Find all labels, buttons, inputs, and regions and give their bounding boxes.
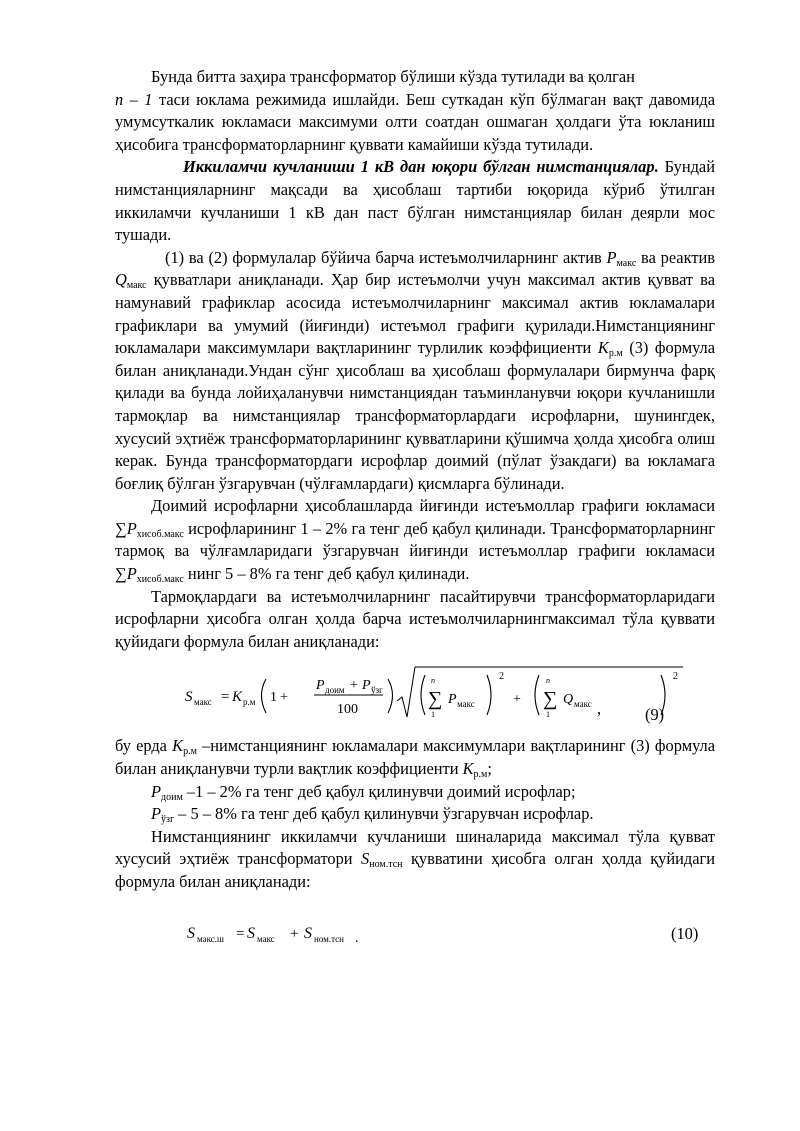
symbol-q: Q — [115, 270, 127, 290]
formula-9-comma: , — [597, 699, 602, 719]
svg-text:1: 1 — [270, 690, 277, 706]
svg-text:K: K — [232, 689, 243, 706]
text: Бунда битта заҳира трансформатор бўлиши кўзда тутилади ва қолган — [151, 67, 635, 86]
formula-9-number: (9) — [645, 705, 665, 725]
paragraph-substation-heading — [115, 156, 715, 246]
svg-text:+: + — [290, 925, 299, 942]
paragraph-p-uzg: $P_{ўзг} - 5 - 8\%$ га тенг деб қабул қилинувчи ўзгарувчан исрофлар. — [151, 804, 594, 826]
sum-symbol: ∑ — [115, 564, 127, 584]
text: таси юклама режимида ишлайди. Беш суткадан кўп бўлмаган вақт давомида умумсуткалик юкламаси максимуми олти соатдан ошмаган ҳолдаги ўта юкланиш ҳисобига трансформаторларнинг қуввати камайиши кўзда тутилади. — [115, 89, 716, 154]
svg-text:P: P — [316, 678, 325, 694]
section-heading: Иккиламчи кучланиши 1 кВ дан юқори бўлган нимстанциялар. — [183, 157, 659, 177]
svg-text:n: n — [431, 676, 435, 686]
svg-text:S: S — [185, 689, 193, 706]
svg-text:Q: Q — [563, 692, 574, 708]
paragraph-reserve-transformer — [115, 66, 715, 156]
svg-text:макс: макс — [194, 697, 212, 708]
svg-text:2: 2 — [673, 671, 678, 683]
paragraph-where: бу ерда $K_{р.м}$ –нимстанциянинг юкламалари максимумлари вақтларининг (3) формула билан аниқланувчи турли вақтлик коэффициенти $K_{р.м}$; — [115, 736, 715, 781]
sum-symbol: ∑ — [115, 518, 127, 538]
symbol-p: P — [606, 247, 617, 267]
svg-text:S: S — [187, 924, 195, 942]
svg-text:ном.тсн: ном.тсн — [314, 933, 344, 944]
svg-text:доим: доим — [325, 685, 345, 696]
svg-text:макс: макс — [457, 699, 475, 710]
svg-text:P: P — [362, 678, 371, 694]
formula-10-graphic — [115, 896, 715, 958]
svg-text:∑: ∑ — [428, 688, 443, 711]
svg-text:S: S — [304, 924, 312, 942]
svg-text:=: = — [236, 925, 245, 942]
paragraph-p-doim: $P_{доим}$ –1 – 2% га тенг деб қабул қилинувчи доимий исрофлар; — [151, 781, 576, 803]
svg-text:∑: ∑ — [543, 688, 558, 711]
svg-text:.: . — [355, 930, 359, 946]
svg-text:1: 1 — [431, 710, 435, 720]
svg-text:макс.ш: макс.ш — [197, 933, 224, 944]
svg-text:100: 100 — [337, 702, 358, 718]
paragraph-active-power: (1) ва (2) формулалар бўйича барча истеъмолчиларнинг актив $P_{макс}$ ва реактив $Q_{макс}$ қувватлари аниқланади. Ҳар бир истеъмолчи учун максимал актив қувват ва намунавий графиклар асосида истеъмолчиларнинг максимал актив юкламалари графиклари ва умумий (йиғинди) истеъмол графиги қурилади.Нимстанциянинг юкламалари максимумлари вақтларининг турлилик коэффициенти $K_{р.м}$ (3) формула билан аниқланади.Ундан сўнг ҳисоблаш ва ҳисоблаш формулалари бирмунча фарқ қилади ва бунда лойиҳаланувчи нимстанциядан таъминланувчи юқори кучланишли тармоқлар ва нимстанциялар трансформаторлардаги исрофларни, шунингдек, хусусий эҳтиёж трансформаторларининг қувватларини қўшимча ҳолда ҳисобга олиш керак. Бунда трансформатордаги исрофлар доимий (пўлат ўзакдаги) ва юкламага боғлиқ бўлган ўзгарувчан (чўлғамлардаги) қисмларга бўлинади. — [115, 247, 715, 493]
svg-text:P: P — [448, 692, 457, 708]
svg-text:макс: макс — [574, 699, 592, 710]
svg-text:2: 2 — [499, 671, 504, 683]
text: Бундай нимстанцияларнинг мақсади ва ҳисоблаш тартиби юқорида кўриб ўтилган иккиламчи кучланиши 1 кВ дан паст бўлган нимстанциялар билан деярли мос тушади. — [115, 157, 715, 245]
left-paren — [262, 679, 267, 713]
svg-text:+: + — [513, 692, 521, 708]
svg-text:ўзг: ўзг — [371, 685, 383, 696]
svg-text:+: + — [350, 678, 358, 694]
formula-10-number: (10) — [671, 923, 699, 943]
svg-text:+: + — [280, 690, 288, 706]
svg-text:1: 1 — [546, 710, 550, 720]
svg-text:р.м: р.м — [243, 697, 256, 708]
document-page — [115, 66, 715, 958]
svg-text:макс: макс — [257, 933, 275, 944]
formula-9-graphic — [115, 657, 715, 735]
right-paren — [388, 679, 393, 713]
formula-10 — [115, 896, 715, 958]
svg-text:n: n — [546, 676, 550, 686]
variable-n: n – 1 — [115, 89, 153, 109]
paragraph-bus-power: Нимстанциянинг иккиламчи кучланиши шиналарида максимал тўла қувват хусусий эҳтиёж трансформатори $S_{ном.тсн}$ қувватини ҳисобга олган ҳолда қуйидаги формула билан аниқланади: — [115, 826, 716, 891]
formula-9 — [115, 657, 715, 735]
paragraph-constant-losses: Доимий исрофларни ҳисоблашларда йиғинди истеъмоллар графиги юкламаси $\sum P_{хисоб.макс}$ исрофларининг 1 – 2% га тенг деб қабул қилинади. Трансформаторларнинг тармоқ ва чўлғамларидаги ўзгарувчан йиғинди истеъмоллар графиги юкламаси $\sum P_{хисоб.макс}$ нинг 5 – 8% га тенг деб қабул қилинади. — [115, 496, 715, 586]
symbol-k: K — [597, 338, 609, 358]
svg-text:=: = — [221, 689, 230, 706]
svg-text:S: S — [247, 924, 255, 942]
paragraph-total-power: Тармоқлардаги ва истеъмолчиларнинг пасайтирувчи трансформаторларидаги исрофларни ҳисобга олган ҳолда барча истеъмолчиларнингмаксимал тўла қуввати қуйидаги формула билан аниқланади: — [115, 586, 715, 651]
